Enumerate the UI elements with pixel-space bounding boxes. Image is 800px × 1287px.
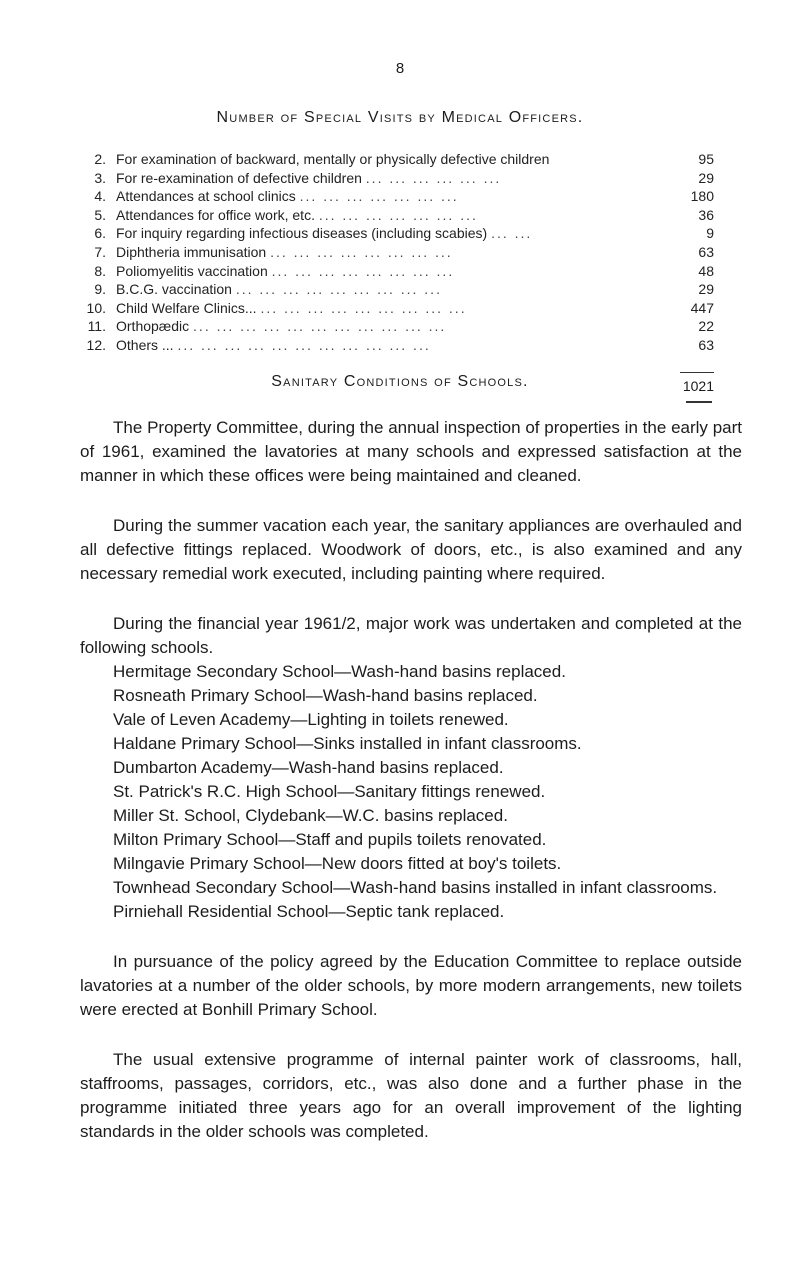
visit-number: 9. [94, 281, 106, 298]
visit-row [84, 187, 714, 206]
visit-label [116, 187, 678, 206]
visit-label-text: Diphtheria immunisation [116, 243, 267, 260]
paragraph-outside-lavatories: In pursuance of the policy agreed by the Education Committee to replace outside lavatories at a number of the older schools, by more modern arrangements, new toilets were erected at Bonhill Primary School. [80, 952, 742, 1019]
school-work-item: Hermitage Secondary School—Wash-hand basins replaced. [113, 662, 566, 681]
leader-dots: ... ... ... ... ... ... ... ... ... ... ... [177, 336, 431, 353]
school-work-item: Miller St. School, Clydebank—W.C. basins replaced. [113, 806, 508, 825]
leader-dots: ... ... ... ... ... ... ... ... ... [235, 281, 442, 298]
school-works-list [80, 660, 742, 924]
visit-count: 29 [698, 281, 714, 298]
visit-number: 2. [94, 151, 106, 167]
visit-label [116, 336, 678, 355]
leader-dots: ... ... ... ... ... ... ... ... ... ... ... [193, 318, 447, 335]
visit-label-text: B.C.G. vaccination [116, 281, 232, 298]
visit-label [116, 317, 678, 336]
visit-number: 3. [94, 169, 106, 186]
visit-count: 180 [690, 188, 714, 205]
visit-number: 7. [94, 243, 106, 260]
visit-number: 8. [94, 262, 106, 279]
visit-count: 22 [698, 318, 714, 335]
school-work-item: Milton Primary School—Staff and pupils toilets renovated. [113, 830, 547, 849]
visit-label-text: Child Welfare Clinics... [116, 299, 257, 316]
visit-count: 447 [690, 299, 714, 316]
visits-total: 1021 [682, 378, 714, 394]
visit-label [116, 262, 678, 281]
school-work-item: Rosneath Primary School—Wash-hand basins replaced. [113, 686, 538, 705]
visit-row [84, 224, 714, 243]
page-number: 8 [395, 60, 405, 77]
visit-number: 10. [86, 299, 106, 316]
visit-label [116, 169, 678, 188]
visit-label-text: Orthopædic [116, 318, 190, 335]
visit-count: 48 [698, 262, 714, 279]
school-work-item: Milngavie Primary School—New doors fitted at boy's toilets. [113, 854, 562, 873]
visit-label-text: For inquiry regarding infectious diseases (including scabies) [116, 225, 488, 242]
visit-row [84, 299, 714, 318]
visit-label-text: Others ... [116, 336, 174, 353]
visit-row [84, 262, 714, 281]
visit-label [116, 224, 678, 243]
visit-count: 9 [706, 225, 714, 242]
visits-heading: Number of Special Visits by Medical Officers. [216, 109, 584, 126]
leader-dots: ... ... ... ... ... ... ... ... ... [260, 299, 467, 316]
visit-number: 6. [94, 225, 106, 242]
visit-row [84, 169, 714, 188]
school-work-item: Townhead Secondary School—Wash-hand basins installed in infant classrooms. [113, 878, 718, 897]
sanitary-heading: Sanitary Conditions of Schools. [271, 373, 529, 390]
visit-label-text: Attendances at school clinics [116, 188, 296, 205]
school-work-item: Pirniehall Residential School—Septic tank replaced. [113, 902, 505, 921]
visit-label [116, 150, 678, 169]
visit-label [116, 280, 678, 299]
visit-label [116, 299, 678, 318]
visit-label-text: Attendances for office work, etc. [116, 206, 315, 223]
visit-label [116, 243, 678, 262]
visit-row [84, 336, 714, 355]
leader-dots: ... ... ... ... ... ... ... [299, 188, 459, 205]
leader-dots: ... ... ... ... ... ... ... ... [271, 262, 455, 279]
report-body [80, 416, 742, 1170]
leader-dots: ... ... [491, 225, 533, 242]
visit-number: 11. [87, 318, 106, 335]
visit-label-text: Poliomyelitis vaccination [116, 262, 268, 279]
visit-label-text: For re-examination of defective children [116, 169, 362, 186]
school-work-item: Vale of Leven Academy—Lighting in toilets renewed. [113, 710, 509, 729]
visits-table [84, 150, 714, 355]
school-work-item: Haldane Primary School—Sinks installed in infant classrooms. [113, 734, 582, 753]
paragraph-painter-work: The usual extensive programme of internal painter work of classrooms, hall, staffrooms, passages, corridors, etc., was also done and a further phase in the programme initiated three years ago for an overall improvement of the lighting standards in the older schools was completed. [80, 1050, 742, 1141]
paragraph-property-committee: The Property Committee, during the annual inspection of properties in the early part of 1961, examined the lavatories at many schools and expressed satisfaction at the manner in which these offices were being maintained and cleaned. [80, 418, 742, 485]
visit-number: 5. [94, 206, 106, 223]
visit-number: 4. [94, 188, 106, 205]
visit-number: 12. [86, 336, 106, 353]
visit-row [84, 243, 714, 262]
visit-count: 36 [698, 206, 714, 223]
visit-row [84, 150, 714, 169]
visit-label [116, 206, 678, 225]
visit-label-text: For examination of backward, mentally or physically defective children [116, 151, 550, 167]
paragraph-summer-vacation: During the summer vacation each year, the sanitary appliances are overhauled and all defective fittings replaced. Woodwork of doors, etc., is also examined and any necessary remedial work executed, including painting where required. [80, 516, 742, 583]
leader-dots: ... ... ... ... ... ... ... [318, 206, 478, 223]
visit-row [84, 280, 714, 299]
leader-dots: ... ... ... ... ... ... [365, 169, 502, 186]
visit-row [84, 317, 714, 336]
visit-count: 29 [698, 169, 714, 186]
school-work-item: St. Patrick's R.C. High School—Sanitary fittings renewed. [113, 782, 546, 801]
school-work-item: Dumbarton Academy—Wash-hand basins replaced. [113, 758, 504, 777]
total-double-rule [686, 401, 712, 403]
visit-count: 63 [698, 336, 714, 353]
visit-count: 63 [698, 243, 714, 260]
leader-dots: ... ... ... ... ... ... ... ... [270, 243, 453, 260]
visit-count: 95 [698, 151, 714, 167]
visit-row [84, 206, 714, 225]
paragraph-financial-year: During the financial year 1961/2, major work was undertaken and completed at the following schools. [80, 614, 742, 657]
